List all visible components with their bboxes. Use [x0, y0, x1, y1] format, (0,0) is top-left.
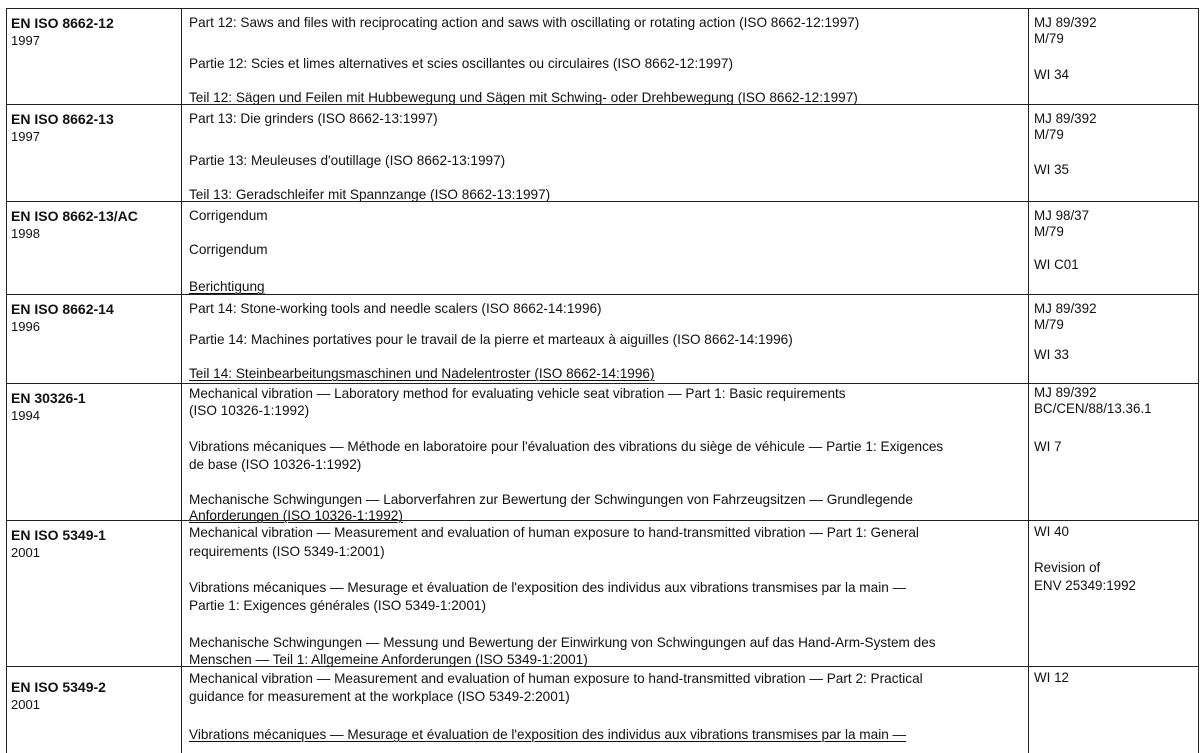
reference: Revision of — [1034, 560, 1101, 575]
reference-cell — [1029, 9, 1198, 104]
reference: MJ 89/392 — [1034, 301, 1097, 316]
reference: WI 33 — [1034, 347, 1069, 362]
title-en: Part 14: Stone-working tools and needle scalers (ISO 8662-14:1996) — [189, 301, 602, 316]
reference-cell — [1029, 384, 1198, 520]
reference: M/79 — [1034, 317, 1064, 332]
title-de: Mechanische Schwingungen — Laborverfahren zur Bewertung der Schwingungen von Fahrzeugsitzen — Grundlegende — [189, 492, 913, 507]
title-cell — [181, 9, 1029, 104]
reference: WI 7 — [1034, 439, 1062, 454]
title-en: Corrigendum — [189, 208, 268, 223]
title-cell — [181, 105, 1029, 201]
reference: WI 34 — [1034, 67, 1069, 82]
reference: BC/CEN/88/13.36.1 — [1034, 401, 1152, 416]
title-de: Mechanische Schwingungen — Messung und Bewertung der Einwirkung von Schwingungen auf das Hand-Arm-System des — [189, 635, 936, 650]
reference: M/79 — [1034, 31, 1064, 46]
title-de: Teil 13: Geradschleifer mit Spannzange (ISO 8662-13:1997) — [189, 187, 551, 202]
standards-table — [6, 8, 1199, 753]
standard-number: EN 30326-1 — [11, 390, 86, 406]
standard-year: 1997 — [11, 33, 40, 48]
standard-year: 1994 — [11, 408, 40, 423]
table-row — [7, 201, 1198, 294]
reference: WI 40 — [1034, 524, 1069, 539]
standard-year: 1998 — [11, 226, 40, 241]
table-row — [7, 8, 1198, 104]
reference: ENV 25349:1992 — [1034, 578, 1136, 593]
title-en-cont: (ISO 10326-1:1992) — [189, 403, 310, 418]
standard-year: 2001 — [11, 697, 40, 712]
standard-year: 2001 — [11, 545, 40, 560]
title-de-cont: Menschen — Teil 1: Allgemeine Anforderungen (ISO 5349-1:2001) — [189, 652, 588, 667]
standard-cell — [7, 9, 181, 104]
title-cell — [181, 521, 1029, 666]
standard-cell — [7, 105, 181, 201]
standard-cell — [7, 667, 181, 753]
title-cell — [181, 202, 1029, 294]
title-de-cont: Anforderungen (ISO 10326-1:1992) — [189, 508, 403, 523]
title-fr: Vibrations mécaniques — Mesurage et évaluation de l'exposition des individus aux vibrations transmises par la main — — [189, 727, 907, 742]
title-fr: Vibrations mécaniques — Mesurage et évaluation de l'exposition des individus aux vibrations transmises par la main — — [189, 580, 907, 595]
title-de: Berichtigung — [189, 279, 265, 294]
reference: MJ 98/37 — [1034, 208, 1090, 223]
title-en: Part 12: Saws and files with reciprocating action and saws with oscillating or rotating action (ISO 8662-12:1997) — [189, 15, 860, 30]
standard-cell — [7, 295, 181, 383]
reference: WI 35 — [1034, 162, 1069, 177]
reference-cell — [1029, 521, 1198, 666]
standard-number: EN ISO 8662-12 — [11, 15, 114, 31]
title-en: Mechanical vibration — Measurement and evaluation of human exposure to hand-transmitted vibration — Part 2: Practical — [189, 671, 923, 686]
standard-cell — [7, 521, 181, 666]
title-en-cont: requirements (ISO 5349-1:2001) — [189, 544, 385, 559]
table-row — [7, 383, 1198, 523]
title-en: Part 13: Die grinders (ISO 8662-13:1997) — [189, 111, 438, 126]
table-row — [7, 666, 1198, 753]
reference: M/79 — [1034, 224, 1064, 239]
standard-cell — [7, 202, 181, 294]
reference-cell — [1029, 667, 1198, 753]
standard-cell — [7, 384, 181, 520]
reference: MJ 89/392 — [1034, 385, 1097, 400]
title-fr-cont: Partie 1: Exigences générales (ISO 5349-1:2001) — [189, 598, 486, 613]
title-cell — [181, 295, 1029, 383]
reference-cell — [1029, 295, 1198, 383]
title-fr: Vibrations mécaniques — Méthode en laboratoire pour l'évaluation des vibrations du siège de véhicule — Partie 1: Exigences — [189, 439, 944, 454]
title-fr-cont: de base (ISO 10326-1:1992) — [189, 457, 362, 472]
title-fr: Partie 13: Meuleuses d'outillage (ISO 8662-13:1997) — [189, 153, 506, 168]
reference: M/79 — [1034, 127, 1064, 142]
table-row — [7, 520, 1198, 666]
reference: WI 12 — [1034, 670, 1069, 685]
title-fr: Corrigendum — [189, 242, 268, 257]
reference-cell — [1029, 105, 1198, 201]
title-en: Mechanical vibration — Laboratory method for evaluating vehicle seat vibration — Part 1: Basic requirements — [189, 386, 846, 401]
standard-year: 1996 — [11, 319, 40, 334]
reference: MJ 89/392 — [1034, 111, 1097, 126]
title-de: Teil 14: Steinbearbeitungsmaschinen und Nadelentroster (ISO 8662-14:1996) — [189, 366, 655, 381]
title-cell — [181, 667, 1029, 753]
table-row — [7, 104, 1198, 201]
reference: WI C01 — [1034, 257, 1079, 272]
title-en: Mechanical vibration — Measurement and evaluation of human exposure to hand-transmitted vibration — Part 1: General — [189, 525, 919, 540]
standard-number: EN ISO 5349-1 — [11, 527, 106, 543]
reference: MJ 89/392 — [1034, 15, 1097, 30]
title-en-cont: guidance for measurement at the workplace (ISO 5349-2:2001) — [189, 689, 570, 704]
title-cell — [181, 384, 1029, 523]
table-row — [7, 294, 1198, 383]
title-fr: Partie 14: Machines portatives pour le travail de la pierre et marteaux à aiguilles (ISO 8662-14:1996) — [189, 332, 793, 347]
standard-year: 1997 — [11, 129, 40, 144]
title-fr: Partie 12: Scies et limes alternatives et scies oscillantes ou circulaires (ISO 8662-12:1997) — [189, 56, 734, 71]
standard-number: EN ISO 8662-13 — [11, 111, 114, 127]
standard-number: EN ISO 8662-13/AC — [11, 208, 138, 224]
standard-number: EN ISO 8662-14 — [11, 301, 114, 317]
title-de: Teil 12: Sägen und Feilen mit Hubbewegung und Sägen mit Schwing- oder Drehbewegung (ISO 8662-12:1997) — [189, 90, 858, 105]
reference-cell — [1029, 202, 1198, 294]
standard-number: EN ISO 5349-2 — [11, 679, 106, 695]
